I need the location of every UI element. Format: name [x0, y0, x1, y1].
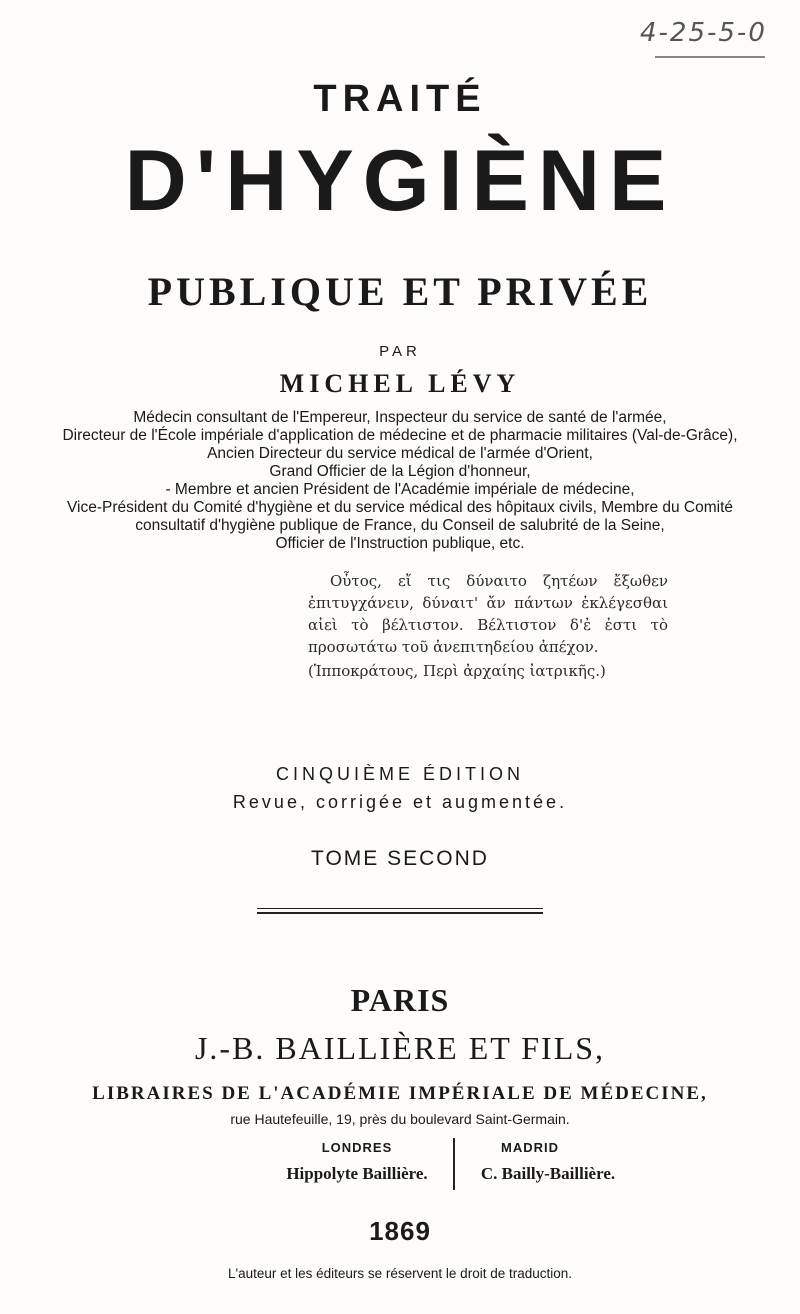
title-line-2: D'HYGIÈNE — [124, 133, 676, 229]
publisher-address: rue Hautefeuille, 19, près du boulevard Saint-Germain. — [230, 1111, 570, 1127]
author-name: MICHEL LÉVY — [279, 369, 521, 398]
epigraph-text: Οὗτος, εἴ τις δύναιτο ζητέων ἔξωθεν ἐπιτυγχάνειν, δύναιτ' ἄν πάντων ἐκλέγεσθαι αἰεὶ τὸ βέλτιστον. Βέλτιστον δ'ἐ ἐστι τὸ προσωτάτω τοῦ ἀνεπιτηδείου ἀπέχον. — [308, 572, 668, 656]
volume-label: TOME SECOND — [311, 847, 489, 870]
credential-line: Directeur de l'École impériale d'application de médecine et de pharmacie militaires (Val-de-Grâce), — [62, 427, 738, 444]
credential-line: Vice-Président du Comité d'hygiène et du service médical des hôpitaux civils, Membre du Comité — [66, 499, 734, 516]
publisher-name: J.-B. BAILLIÈRE ET FILS, — [194, 1030, 606, 1066]
shelfmark-underline — [655, 56, 765, 58]
publisher-title: LIBRAIRES DE L'ACADÉMIE IMPÉRIALE DE MÉDECINE, — [92, 1083, 708, 1104]
credential-line: Grand Officier de la Légion d'honneur, — [269, 463, 531, 480]
title-line-3: PUBLIQUE ET PRIVÉE — [147, 269, 653, 314]
edition-label: CINQUIÈME ÉDITION — [275, 764, 524, 784]
branch-city-london: LONDRES — [321, 1140, 393, 1155]
branch-seller-madrid: C. Bailly-Baillière. — [480, 1164, 616, 1183]
credential-line: consultatif d'hygiène publique de France, du Conseil de salubrité de la Seine, — [135, 517, 665, 534]
shelfmark: 4-25-5-0 — [640, 18, 767, 48]
imprint-city: PARIS — [350, 982, 450, 1018]
double-rule-top — [257, 908, 543, 909]
credential-line: Officier de l'Instruction publique, etc. — [275, 535, 525, 552]
branch-city-madrid: MADRID — [501, 1140, 559, 1155]
byline-par: PAR — [379, 343, 421, 360]
credential-line: Médecin consultant de l'Empereur, Inspecteur du service de santé de l'armée, — [133, 409, 667, 426]
credential-line: Ancien Directeur du service médical de l'armée d'Orient, — [207, 445, 593, 462]
epigraph-source: (Ἱπποκράτους, Περὶ ἀρχαίης ἰατρικῆς.) — [308, 662, 606, 680]
branch-divider — [453, 1138, 455, 1190]
publication-year: 1869 — [369, 1216, 431, 1246]
edition-note: Revue, corrigée et augmentée. — [232, 792, 568, 812]
credential-line: - Membre et ancien Président de l'Académie impériale de médecine, — [165, 481, 635, 498]
rights-notice: L'auteur et les éditeurs se réservent le droit de traduction. — [227, 1266, 573, 1281]
title-line-1: TRAITÉ — [313, 78, 487, 120]
greek-epigraph — [308, 570, 668, 682]
branch-seller-london: Hippolyte Baillière. — [286, 1164, 428, 1183]
double-rule-bottom — [257, 912, 543, 914]
